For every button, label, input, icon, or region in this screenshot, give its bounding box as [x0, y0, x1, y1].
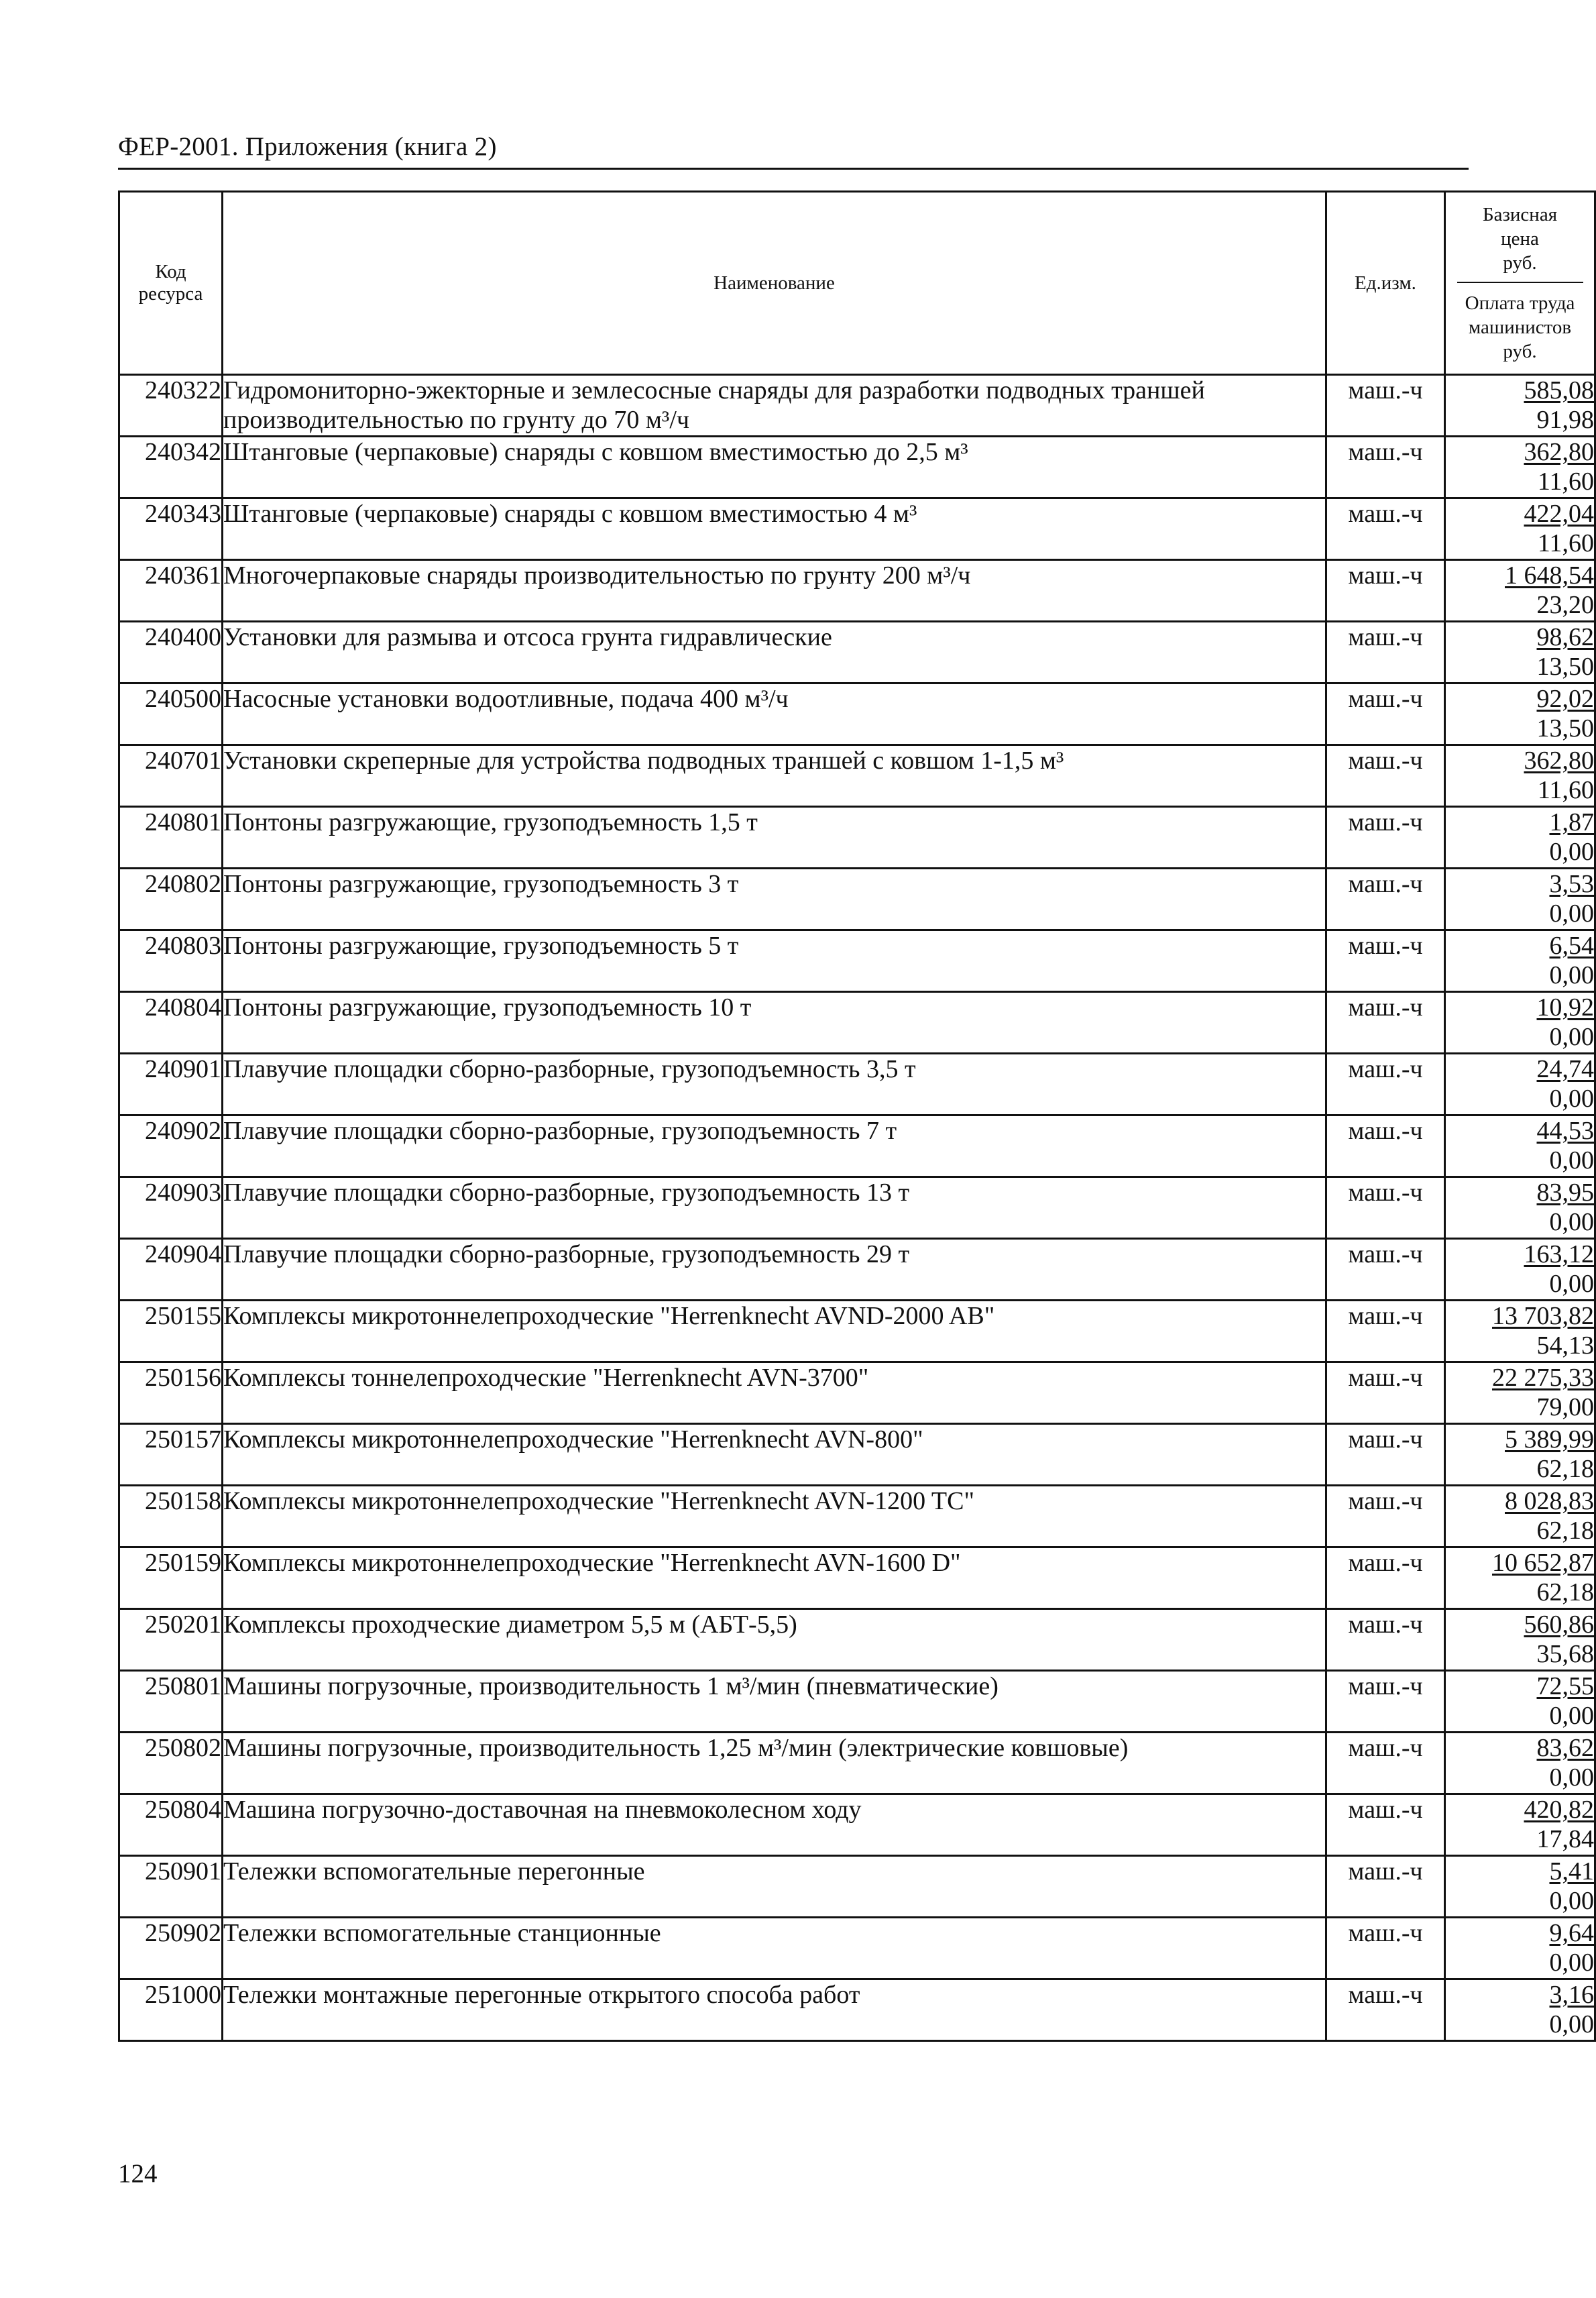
- row-name: Комплексы микротоннелепроходческие "Herrenknecht AVND-2000 AB": [223, 1301, 1326, 1362]
- table-row: [119, 498, 1595, 560]
- row-price-labor: 13,50: [1536, 653, 1594, 681]
- table-row: [119, 1177, 1595, 1239]
- row-name: Понтоны разгружающие, грузоподъемность 3 т: [223, 869, 1326, 930]
- row-name: Плавучие площадки сборно-разборные, грузоподъемность 7 т: [223, 1115, 1326, 1177]
- table-row: [119, 375, 1595, 437]
- row-price-base: 5 389,99: [1505, 1425, 1594, 1454]
- row-price-base: 92,02: [1536, 685, 1594, 713]
- row-price: [1445, 622, 1595, 683]
- row-price: [1445, 1239, 1595, 1301]
- table-row: [119, 869, 1595, 930]
- row-price-labor: 0,00: [1549, 1763, 1594, 1792]
- row-code: 250159: [119, 1547, 223, 1609]
- table-row: [119, 1979, 1595, 2041]
- row-price-base: 83,95: [1536, 1179, 1594, 1207]
- row-price-labor: 0,00: [1549, 2010, 1594, 2038]
- row-unit: маш.-ч: [1326, 1979, 1445, 2041]
- header-price-labor-line2: машинистов: [1468, 317, 1572, 338]
- row-price-labor: 11,60: [1537, 776, 1594, 804]
- header-price: [1445, 192, 1595, 375]
- header-unit: Ед.изм.: [1326, 192, 1445, 375]
- row-unit: маш.-ч: [1326, 1918, 1445, 1979]
- row-price-labor: 11,60: [1537, 468, 1594, 496]
- row-price-base: 422,04: [1524, 500, 1594, 528]
- row-code: 250201: [119, 1609, 223, 1671]
- row-price-base: 10,92: [1536, 993, 1594, 1022]
- row-code: 240902: [119, 1115, 223, 1177]
- row-unit: маш.-ч: [1326, 498, 1445, 560]
- header-code-line1: Код: [155, 261, 186, 282]
- row-price-base: 8 028,83: [1505, 1487, 1594, 1515]
- table-row: [119, 1301, 1595, 1362]
- row-price-labor: 0,00: [1549, 838, 1594, 866]
- header-code-line2: ресурса: [138, 283, 203, 305]
- row-unit: маш.-ч: [1326, 1054, 1445, 1115]
- row-name: Комплексы микротоннелепроходческие "Herrenknecht AVN-1200 TC": [223, 1486, 1326, 1547]
- row-price: [1445, 1424, 1595, 1486]
- row-name: Штанговые (черпаковые) снаряды с ковшом вместимостью 4 м³: [223, 498, 1326, 560]
- row-price-base: 585,08: [1524, 376, 1594, 404]
- table-row: [119, 622, 1595, 683]
- row-unit: маш.-ч: [1326, 1362, 1445, 1424]
- row-code: 250802: [119, 1733, 223, 1794]
- row-price-labor: 0,00: [1549, 1949, 1594, 1977]
- header-price-base-line1: Базисная: [1482, 204, 1558, 225]
- header-rule: [118, 168, 1469, 170]
- row-code: 250158: [119, 1486, 223, 1547]
- table-row: [119, 1671, 1595, 1733]
- row-price: [1445, 1486, 1595, 1547]
- row-name: Комплексы проходческие диаметром 5,5 м (АБТ-5,5): [223, 1609, 1326, 1671]
- row-code: 240342: [119, 437, 223, 498]
- row-price: [1445, 1054, 1595, 1115]
- row-name: Комплексы микротоннелепроходческие "Herrenknecht AVN-800": [223, 1424, 1326, 1486]
- row-name: Многочерпаковые снаряды производительностью по грунту 200 м³/ч: [223, 560, 1326, 622]
- header-name: Наименование: [223, 192, 1326, 375]
- table-row: [119, 1856, 1595, 1918]
- table-header-row: [119, 192, 1595, 375]
- row-price-labor: 62,18: [1536, 1517, 1594, 1545]
- row-name: Плавучие площадки сборно-разборные, грузоподъемность 29 т: [223, 1239, 1326, 1301]
- table-row: [119, 1362, 1595, 1424]
- header-price-labor-line1: Оплата труда: [1465, 292, 1575, 314]
- row-price-base: 6,54: [1549, 932, 1594, 960]
- row-price: [1445, 1609, 1595, 1671]
- row-price: [1445, 1794, 1595, 1856]
- row-code: 240500: [119, 683, 223, 745]
- row-name: Комплексы тоннелепроходческие "Herrenknecht AVN-3700": [223, 1362, 1326, 1424]
- table-body: [119, 375, 1595, 2041]
- row-unit: маш.-ч: [1326, 1794, 1445, 1856]
- row-name: Тележки вспомогательные станционные: [223, 1918, 1326, 1979]
- row-price: [1445, 683, 1595, 745]
- row-code: 240803: [119, 930, 223, 992]
- row-code: 240400: [119, 622, 223, 683]
- row-price-base: 362,80: [1524, 438, 1594, 466]
- row-unit: маш.-ч: [1326, 1301, 1445, 1362]
- header-price-base-line3: руб.: [1503, 252, 1537, 274]
- row-price: [1445, 1979, 1595, 2041]
- row-unit: маш.-ч: [1326, 1856, 1445, 1918]
- row-price-base: 22 275,33: [1492, 1364, 1594, 1392]
- row-price-base: 13 703,82: [1492, 1302, 1594, 1330]
- table-row: [119, 1918, 1595, 1979]
- row-price-labor: 11,60: [1537, 529, 1594, 557]
- table-row: [119, 745, 1595, 807]
- row-code: 240322: [119, 375, 223, 437]
- row-price-labor: 0,00: [1549, 1887, 1594, 1915]
- row-unit: маш.-ч: [1326, 745, 1445, 807]
- row-unit: маш.-ч: [1326, 375, 1445, 437]
- row-price: [1445, 560, 1595, 622]
- header-code: [119, 192, 223, 375]
- row-code: 250156: [119, 1362, 223, 1424]
- row-code: 240701: [119, 745, 223, 807]
- row-code: 250902: [119, 1918, 223, 1979]
- row-price: [1445, 807, 1595, 869]
- row-code: 250155: [119, 1301, 223, 1362]
- row-price-labor: 0,00: [1549, 1023, 1594, 1051]
- table-row: [119, 930, 1595, 992]
- row-price-labor: 91,98: [1536, 406, 1594, 434]
- table-row: [119, 1547, 1595, 1609]
- table-row: [119, 1239, 1595, 1301]
- row-price: [1445, 1671, 1595, 1733]
- row-price-labor: 0,00: [1549, 1702, 1594, 1730]
- row-price-labor: 13,50: [1536, 714, 1594, 743]
- row-code: 250901: [119, 1856, 223, 1918]
- row-price: [1445, 930, 1595, 992]
- row-unit: маш.-ч: [1326, 1177, 1445, 1239]
- row-price-labor: 0,00: [1549, 1085, 1594, 1113]
- row-price-base: 98,62: [1536, 623, 1594, 651]
- header-price-divider: [1457, 282, 1583, 283]
- row-code: 250157: [119, 1424, 223, 1486]
- row-unit: маш.-ч: [1326, 622, 1445, 683]
- row-code: 240343: [119, 498, 223, 560]
- row-unit: маш.-ч: [1326, 992, 1445, 1054]
- row-price: [1445, 498, 1595, 560]
- row-name: Машины погрузочные, производительность 1,25 м³/мин (электрические ковшовые): [223, 1733, 1326, 1794]
- row-unit: маш.-ч: [1326, 683, 1445, 745]
- row-price-base: 72,55: [1536, 1672, 1594, 1700]
- table-row: [119, 1486, 1595, 1547]
- row-price-labor: 0,00: [1549, 1270, 1594, 1298]
- row-price-labor: 23,20: [1536, 591, 1594, 619]
- row-unit: маш.-ч: [1326, 1115, 1445, 1177]
- row-code: 240802: [119, 869, 223, 930]
- row-price-base: 44,53: [1536, 1117, 1594, 1145]
- page-header: ФЕР-2001. Приложения (книга 2): [118, 132, 497, 161]
- row-unit: маш.-ч: [1326, 930, 1445, 992]
- row-price-base: 1,87: [1549, 808, 1594, 836]
- row-price-labor: 62,18: [1536, 1578, 1594, 1606]
- row-price-labor: 17,84: [1536, 1825, 1594, 1853]
- row-price-labor: 54,13: [1536, 1331, 1594, 1360]
- table-row: [119, 1054, 1595, 1115]
- row-unit: маш.-ч: [1326, 1733, 1445, 1794]
- row-unit: маш.-ч: [1326, 1424, 1445, 1486]
- row-name: Гидромониторно-эжекторные и землесосные снаряды для разработки подводных траншей производительностью по грунту до 70 м³/ч: [223, 375, 1326, 437]
- row-unit: маш.-ч: [1326, 1239, 1445, 1301]
- row-price: [1445, 745, 1595, 807]
- row-code: 240804: [119, 992, 223, 1054]
- row-price-labor: 0,00: [1549, 1208, 1594, 1236]
- row-price: [1445, 1547, 1595, 1609]
- table-row: [119, 1424, 1595, 1486]
- header-price-base-line2: цена: [1501, 228, 1539, 250]
- row-price-base: 362,80: [1524, 747, 1594, 775]
- row-price-labor: 62,18: [1536, 1455, 1594, 1483]
- row-price-base: 10 652,87: [1492, 1549, 1594, 1577]
- row-price-base: 9,64: [1549, 1919, 1594, 1947]
- row-price-base: 420,82: [1524, 1796, 1594, 1824]
- row-unit: маш.-ч: [1326, 807, 1445, 869]
- table-row: [119, 1115, 1595, 1177]
- row-price: [1445, 1856, 1595, 1918]
- table-row: [119, 560, 1595, 622]
- row-code: 240801: [119, 807, 223, 869]
- row-code: 240903: [119, 1177, 223, 1239]
- row-name: Понтоны разгружающие, грузоподъемность 10 т: [223, 992, 1326, 1054]
- row-name: Установки для размыва и отсоса грунта гидравлические: [223, 622, 1326, 683]
- row-price: [1445, 1115, 1595, 1177]
- row-unit: маш.-ч: [1326, 1547, 1445, 1609]
- row-price: [1445, 1733, 1595, 1794]
- row-price-base: 83,62: [1536, 1734, 1594, 1762]
- header-price-labor-line3: руб.: [1503, 341, 1537, 362]
- row-price-labor: 0,00: [1549, 899, 1594, 928]
- table-row: [119, 992, 1595, 1054]
- table-row: [119, 807, 1595, 869]
- page-number: 124: [118, 2159, 158, 2188]
- row-price: [1445, 1918, 1595, 1979]
- row-price-labor: 0,00: [1549, 1146, 1594, 1174]
- row-price: [1445, 1177, 1595, 1239]
- row-unit: маш.-ч: [1326, 437, 1445, 498]
- row-price-labor: 35,68: [1536, 1640, 1594, 1668]
- row-name: Установки скреперные для устройства подводных траншей с ковшом 1-1,5 м³: [223, 745, 1326, 807]
- row-unit: маш.-ч: [1326, 1671, 1445, 1733]
- row-name: Плавучие площадки сборно-разборные, грузоподъемность 13 т: [223, 1177, 1326, 1239]
- row-code: 240904: [119, 1239, 223, 1301]
- table-row: [119, 683, 1595, 745]
- row-name: Понтоны разгружающие, грузоподъемность 1,5 т: [223, 807, 1326, 869]
- row-name: Тележки вспомогательные перегонные: [223, 1856, 1326, 1918]
- row-code: 251000: [119, 1979, 223, 2041]
- row-name: Машина погрузочно-доставочная на пневмоколесном ходу: [223, 1794, 1326, 1856]
- row-code: 240361: [119, 560, 223, 622]
- row-price-labor: 79,00: [1536, 1393, 1594, 1421]
- row-price: [1445, 869, 1595, 930]
- row-unit: маш.-ч: [1326, 869, 1445, 930]
- row-unit: маш.-ч: [1326, 560, 1445, 622]
- row-code: 250801: [119, 1671, 223, 1733]
- row-price-labor: 0,00: [1549, 961, 1594, 989]
- row-price: [1445, 1362, 1595, 1424]
- row-name: Понтоны разгружающие, грузоподъемность 5 т: [223, 930, 1326, 992]
- row-name: Плавучие площадки сборно-разборные, грузоподъемность 3,5 т: [223, 1054, 1326, 1115]
- row-price-base: 5,41: [1549, 1857, 1594, 1885]
- row-code: 250804: [119, 1794, 223, 1856]
- row-unit: маш.-ч: [1326, 1609, 1445, 1671]
- row-name: Насосные установки водоотливные, подача 400 м³/ч: [223, 683, 1326, 745]
- row-code: 240901: [119, 1054, 223, 1115]
- row-price: [1445, 992, 1595, 1054]
- row-name: Машины погрузочные, производительность 1 м³/мин (пневматические): [223, 1671, 1326, 1733]
- table-row: [119, 1733, 1595, 1794]
- row-price-base: 1 648,54: [1505, 561, 1594, 590]
- row-price-base: 560,86: [1524, 1610, 1594, 1639]
- row-price-base: 3,16: [1549, 1981, 1594, 2009]
- table-row: [119, 1794, 1595, 1856]
- row-price: [1445, 375, 1595, 437]
- row-name: Комплексы микротоннелепроходческие "Herrenknecht AVN-1600 D": [223, 1547, 1326, 1609]
- resource-table: [118, 190, 1596, 2042]
- row-price: [1445, 1301, 1595, 1362]
- row-name: Тележки монтажные перегонные открытого способа работ: [223, 1979, 1326, 2041]
- row-name: Штанговые (черпаковые) снаряды с ковшом вместимостью до 2,5 м³: [223, 437, 1326, 498]
- table-row: [119, 1609, 1595, 1671]
- row-price-base: 163,12: [1524, 1240, 1594, 1268]
- row-unit: маш.-ч: [1326, 1486, 1445, 1547]
- row-price-base: 3,53: [1549, 870, 1594, 898]
- row-price-base: 24,74: [1536, 1055, 1594, 1083]
- row-price: [1445, 437, 1595, 498]
- table-row: [119, 437, 1595, 498]
